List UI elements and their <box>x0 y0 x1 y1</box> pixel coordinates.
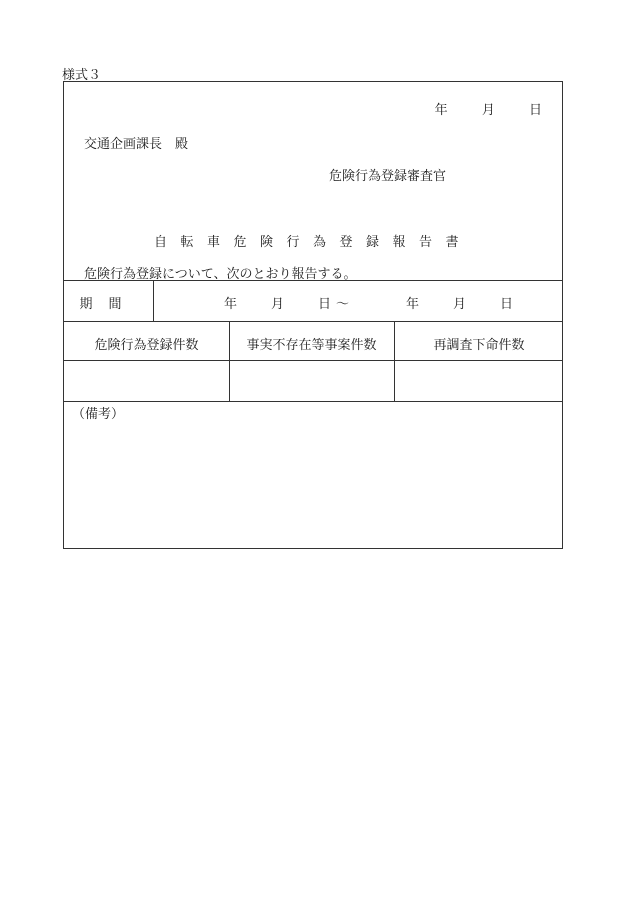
column-header-reinvestigation-orders: 再調査下命件数 <box>433 338 525 353</box>
period-to-year: 年 <box>406 297 420 312</box>
date-month: 月 <box>481 103 495 118</box>
period-from-day: 日 <box>318 297 332 312</box>
date-day: 日 <box>528 103 542 118</box>
period-range <box>224 293 513 312</box>
column-divider-1 <box>229 321 230 401</box>
date-year: 年 <box>434 103 448 118</box>
sender: 危険行為登録審査官 <box>329 169 447 184</box>
period-to-month: 月 <box>453 297 467 312</box>
report-form <box>63 81 563 549</box>
period-tilde: ～ <box>336 297 350 312</box>
remarks-label: （備考） <box>72 407 125 422</box>
column-header-registrations: 危険行為登録件数 <box>94 338 199 353</box>
divider-period <box>64 321 562 322</box>
divider-headers <box>64 360 562 361</box>
period-to-day: 日 <box>500 297 514 312</box>
report-date <box>435 99 542 118</box>
column-header-nonexistence-cases: 事実不存在等事案件数 <box>246 338 377 353</box>
divider-intro <box>64 280 562 281</box>
period-from-year: 年 <box>224 297 238 312</box>
form-number-label: 様式３ <box>62 68 102 83</box>
period-from-month: 月 <box>271 297 285 312</box>
divider-period-label <box>153 280 154 321</box>
divider-values <box>64 401 562 402</box>
period-label: 期間 <box>79 297 138 312</box>
intro-text: 危険行為登録について、次のとおり報告する。 <box>84 267 357 282</box>
column-divider-2 <box>394 321 395 401</box>
addressee: 交通企画課長 殿 <box>84 137 189 152</box>
report-title: 自転車危険行為登録報告書 <box>153 235 472 250</box>
